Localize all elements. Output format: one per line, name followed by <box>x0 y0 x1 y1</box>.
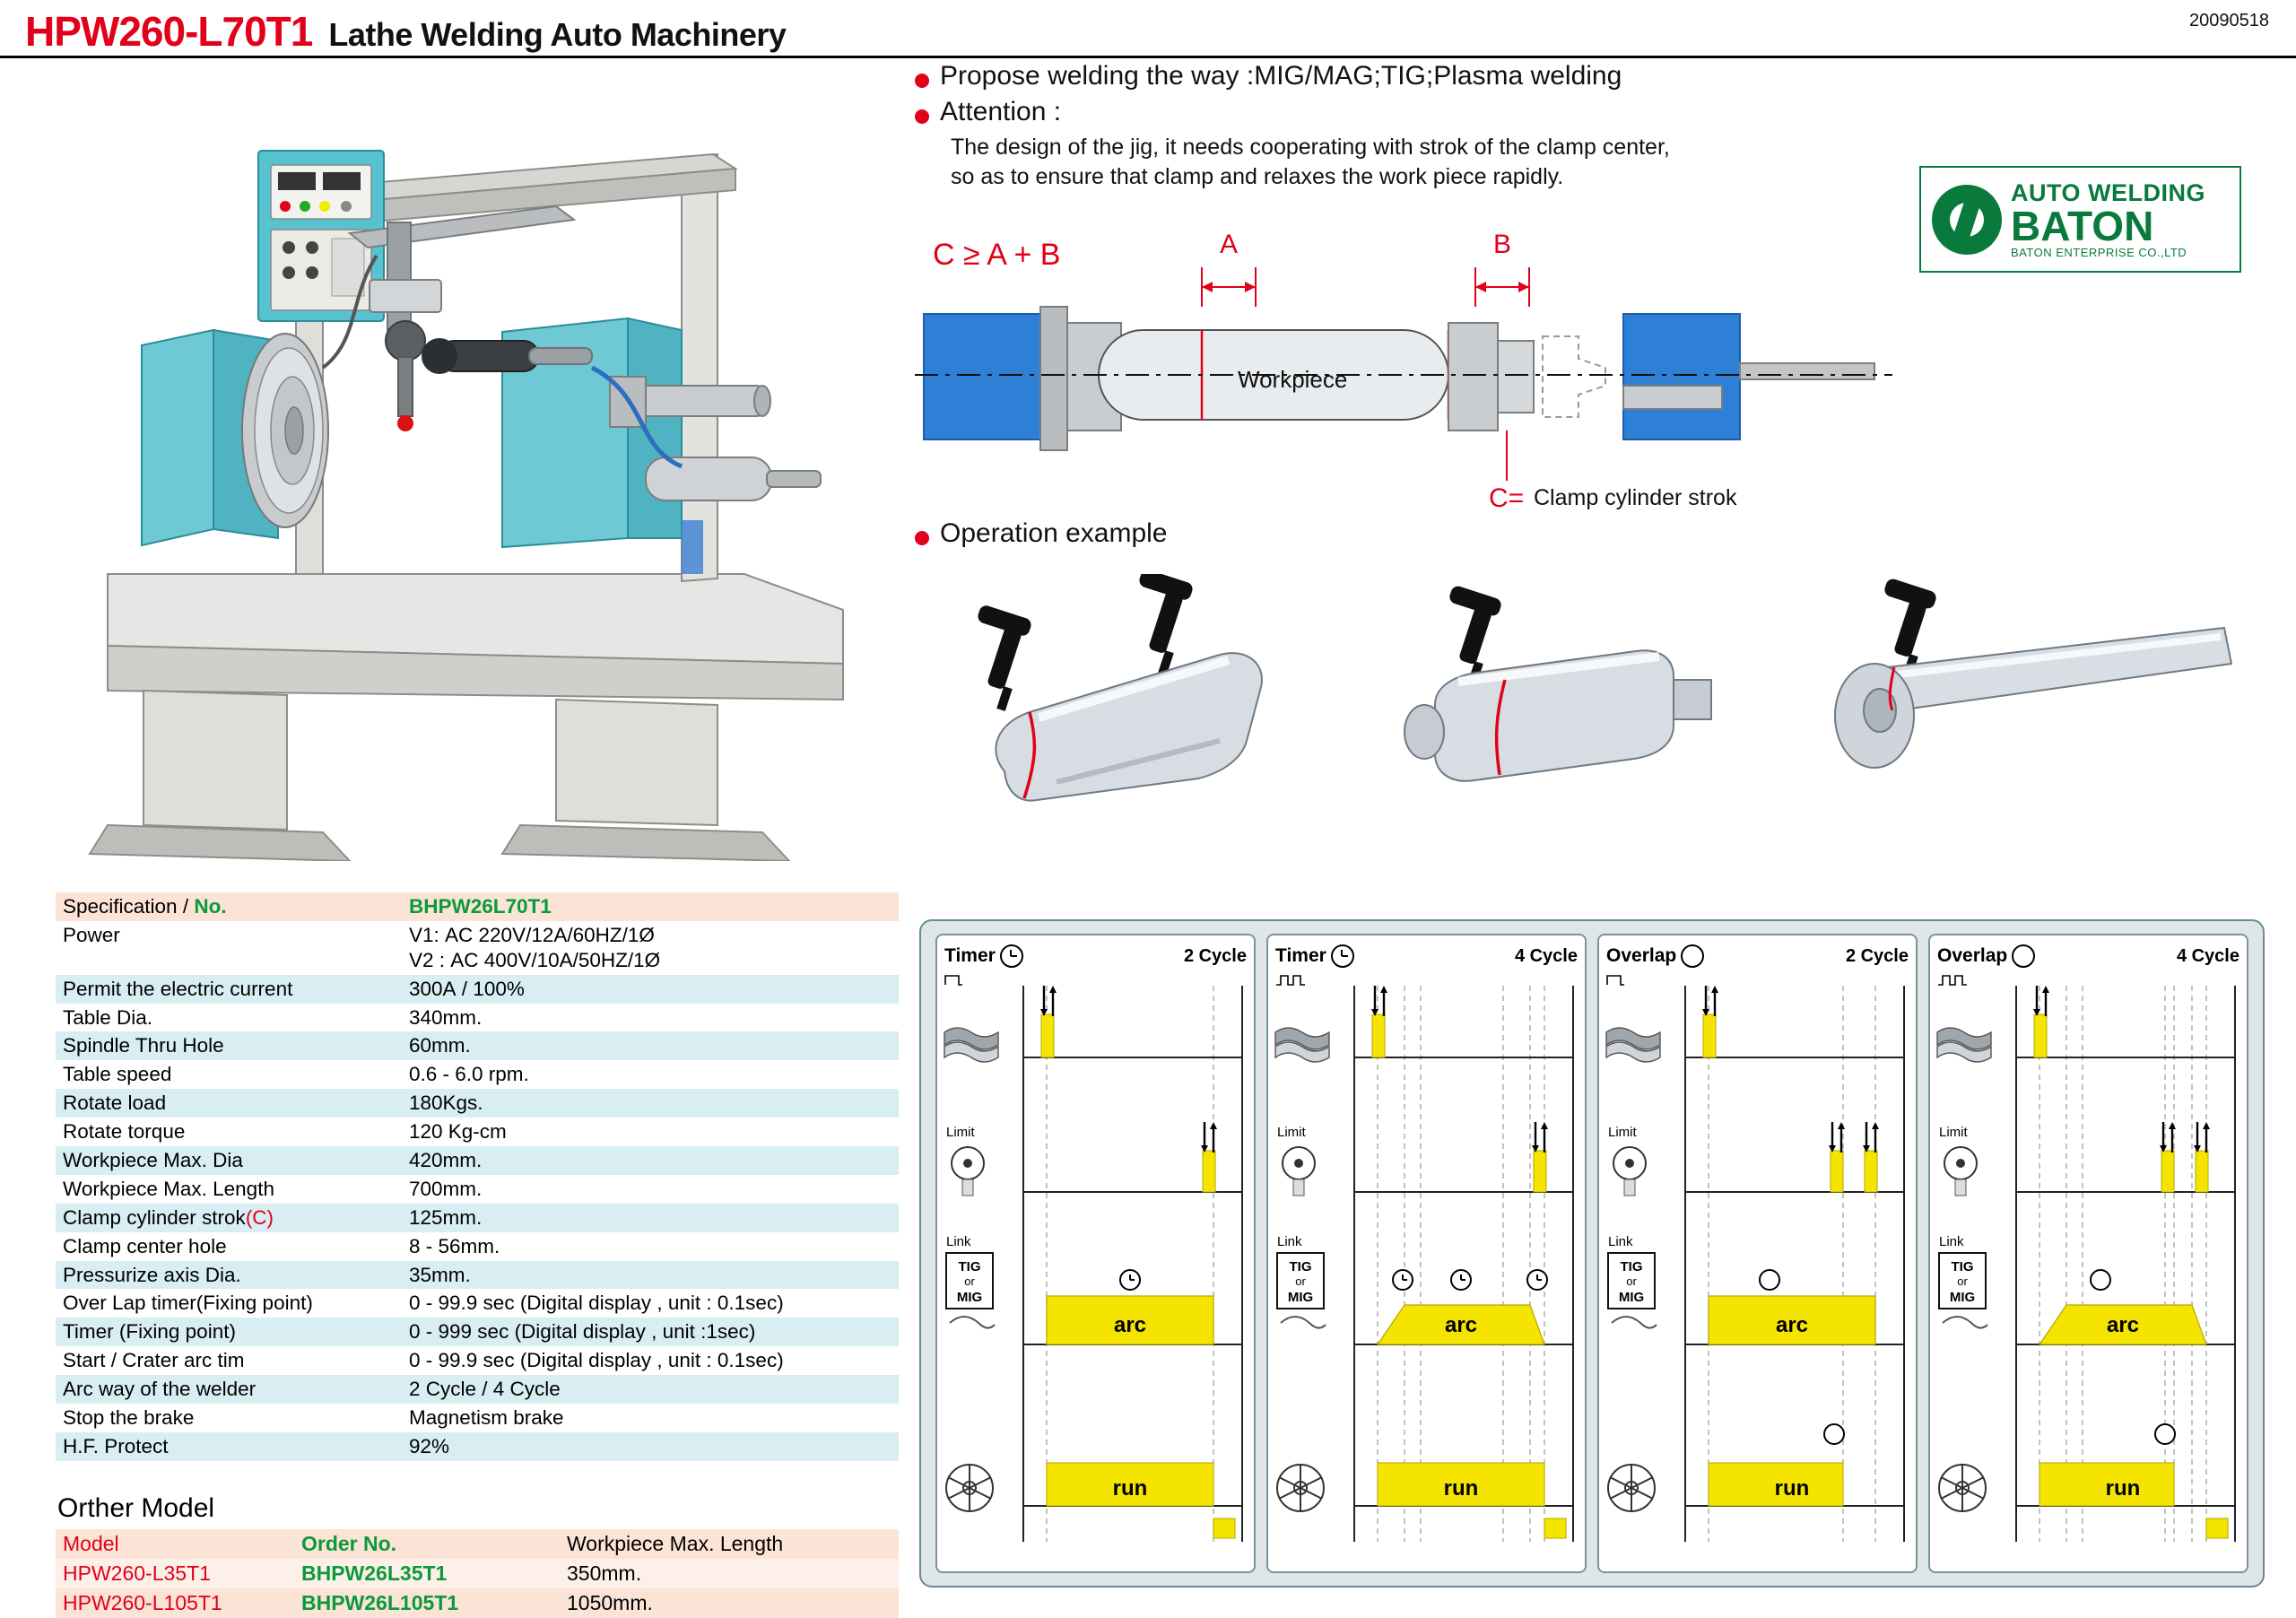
other-model-cell: HPW260-L105T1 <box>56 1588 294 1618</box>
svg-text:MIG: MIG <box>1618 1290 1645 1305</box>
chart-row-arc <box>946 1234 1242 1344</box>
spec-row-value: 60mm. <box>402 1031 899 1060</box>
jig-clamp-note: Clamp cylinder strok <box>1534 485 1737 510</box>
other-model-block <box>56 1493 899 1618</box>
svg-text:run: run <box>2105 1476 2141 1501</box>
spec-row-key: Workpiece Max. Length <box>63 1177 274 1200</box>
timing-charts-panel <box>919 919 2265 1588</box>
spec-row <box>56 1031 899 1060</box>
note-welding-way-text: Propose welding the way :MIG/MAG;TIG;Plasma welding <box>940 61 1622 91</box>
chart-row-gas <box>1275 986 1573 1062</box>
chart-row-run <box>946 1463 1242 1538</box>
jig-label-b: B <box>1493 230 1512 259</box>
timing-chart <box>935 934 1256 1573</box>
spec-header-key <box>56 892 402 921</box>
chart-row-arc <box>1939 1234 2235 1344</box>
spec-row-value: 8 - 56mm. <box>409 1234 500 1257</box>
spec-row-key: Start / Crater arc tim <box>63 1349 245 1372</box>
other-model-header-cell: Model <box>56 1529 294 1559</box>
logo-line-auto-welding: AUTO WELDING <box>2011 178 2205 206</box>
spec-row-key: Table speed <box>63 1063 172 1086</box>
timing-chart <box>1597 934 1918 1573</box>
overlap-icon <box>1681 944 1704 968</box>
chart-row-run <box>1277 1463 1573 1538</box>
spec-row-key: Table Dia. <box>63 1005 153 1029</box>
spec-row-key: Pressurize axis Dia. <box>56 1261 402 1290</box>
svg-text:Limit: Limit <box>1277 1125 1306 1140</box>
svg-text:Link: Link <box>946 1234 971 1249</box>
chart-row-run <box>1608 1424 1904 1511</box>
spec-row-key: Spindle Thru Hole <box>56 1031 402 1060</box>
svg-text:TIG: TIG <box>1620 1259 1643 1274</box>
spec-header-no: No. <box>194 895 227 918</box>
spec-row <box>56 1146 899 1175</box>
other-model-cell: HPW260-L35T1 <box>56 1559 294 1588</box>
svg-text:Link: Link <box>1608 1234 1633 1249</box>
other-model-header-cell: Workpiece Max. Length <box>560 1529 899 1559</box>
svg-text:or: or <box>1957 1274 1968 1288</box>
spec-row-key: Timer (Fixing point) <box>56 1318 402 1346</box>
page-header <box>25 7 786 56</box>
spec-row <box>56 1004 899 1032</box>
svg-text:TIG: TIG <box>1951 1259 1974 1274</box>
svg-text:Link: Link <box>1939 1234 1964 1249</box>
spec-row <box>56 1432 899 1461</box>
spec-row-key: Rotate torque <box>63 1120 186 1144</box>
note-attention <box>915 97 1991 127</box>
spec-row <box>56 921 899 975</box>
chart-mode-label: Timer <box>944 945 996 966</box>
svg-text:Limit: Limit <box>1608 1125 1637 1140</box>
spec-row <box>56 1118 899 1146</box>
chart-row-limit <box>946 1122 1242 1196</box>
chart-cycle-label: 4 Cycle <box>1514 945 1578 966</box>
chart-cycle-label: 2 Cycle <box>1845 945 1909 966</box>
chart-mode-label: Overlap <box>1937 945 2008 966</box>
note-welding-way <box>915 61 1991 91</box>
spec-row-value: 180Kgs. <box>402 1089 899 1118</box>
chart-row-arc <box>1277 1234 1573 1344</box>
other-model-cell: 350mm. <box>560 1559 899 1588</box>
spec-row <box>56 1346 899 1375</box>
other-model-cell: BHPW26L35T1 <box>294 1559 560 1588</box>
other-model-cell: BHPW26L105T1 <box>294 1588 560 1618</box>
chart-row-limit <box>1608 1122 1904 1196</box>
svg-text:run: run <box>1112 1476 1148 1501</box>
jig-diagram <box>915 224 1919 538</box>
bullet-dot-icon <box>915 109 929 124</box>
other-model-header-row <box>56 1529 899 1559</box>
notes-block <box>915 61 1991 192</box>
spec-row <box>56 1289 899 1318</box>
other-model-title: Orther Model <box>57 1493 215 1523</box>
brand-logo <box>1919 166 2241 273</box>
timer-icon <box>1331 944 1354 968</box>
bullet-dot-icon <box>915 74 929 88</box>
overlap-icon <box>2012 944 2035 968</box>
svg-text:run: run <box>1443 1476 1479 1501</box>
spec-row-key: Over Lap timer(Fixing point) <box>63 1292 313 1315</box>
spec-row-value: 120 Kg-cm <box>409 1120 507 1144</box>
spec-header-key-text: Specification / <box>63 895 195 918</box>
chart-row-limit <box>1277 1122 1573 1196</box>
svg-text:MIG: MIG <box>1949 1290 1976 1305</box>
spec-row-value: Magnetism brake <box>409 1406 564 1430</box>
spec-header-value: BHPW26L70T1 <box>402 892 899 921</box>
note-attention-title: Attention : <box>940 97 1062 126</box>
chart-title <box>944 941 1247 971</box>
workpiece-tank <box>996 653 1262 801</box>
note-operation-example <box>915 518 1167 549</box>
spec-row-key: Clamp center hole <box>63 1234 227 1257</box>
note-attention-line1: The design of the jig, it needs cooperating with strok of the clamp center, <box>951 135 1670 160</box>
spec-row <box>56 1232 899 1261</box>
timing-chart <box>1928 934 2248 1573</box>
spec-row-key: Workpiece Max. Dia <box>56 1146 402 1175</box>
svg-text:or: or <box>964 1274 975 1288</box>
spec-row <box>56 975 899 1004</box>
spec-row-value: 0 - 99.9 sec (Digital display , unit : 0.1sec) <box>409 1349 784 1372</box>
logo-line-baton: BATON <box>2011 202 2154 249</box>
chart-row-gas <box>1606 986 1904 1062</box>
jig-label-c: C= <box>1489 483 1525 513</box>
note-operation-example-text: Operation example <box>940 518 1168 548</box>
chart-title <box>1937 941 2239 971</box>
logo-line-company: BATON ENTERPRISE CO.,LTD <box>2011 246 2187 260</box>
svg-text:Limit: Limit <box>1939 1125 1968 1140</box>
svg-text:TIG: TIG <box>958 1259 981 1274</box>
operation-examples <box>951 574 2242 843</box>
header-divider <box>0 56 2296 58</box>
spec-row-value: 420mm. <box>402 1146 899 1175</box>
other-model-row <box>56 1559 899 1588</box>
chart-mode-label: Overlap <box>1606 945 1677 966</box>
other-model-cell: 1050mm. <box>560 1588 899 1618</box>
spec-row-value: 2 Cycle / 4 Cycle <box>402 1375 899 1404</box>
spec-row <box>56 1175 899 1204</box>
workpiece-shaft <box>1835 628 2231 768</box>
specification-table <box>56 892 899 1461</box>
jig-workpiece-label: Workpiece <box>1238 366 1348 393</box>
spec-row <box>56 1375 899 1404</box>
spec-row-value: 0 - 99.9 sec (Digital display , unit : 0.1sec) <box>409 1292 784 1315</box>
chart-title <box>1275 941 1578 971</box>
other-model-row <box>56 1588 899 1618</box>
machine-photo <box>54 72 888 861</box>
jig-label-a: A <box>1220 230 1239 259</box>
chart-title <box>1606 941 1909 971</box>
svg-text:run: run <box>1774 1476 1810 1501</box>
spec-row-value: 125mm. <box>402 1204 899 1232</box>
spec-row-value: 700mm. <box>409 1177 483 1200</box>
spec-row-value: 340mm. <box>409 1005 483 1029</box>
svg-text:Limit: Limit <box>946 1125 975 1140</box>
document-number: 20090518 <box>2189 11 2269 30</box>
page-subtitle: Lathe Welding Auto Machinery <box>328 16 787 53</box>
svg-text:arc: arc <box>1444 1313 1478 1337</box>
torch-icon <box>1137 574 1194 675</box>
model-name: HPW260-L70T1 <box>25 8 313 55</box>
svg-text:MIG: MIG <box>1287 1290 1314 1305</box>
spec-row <box>56 1318 899 1346</box>
bullet-dot-icon <box>915 531 929 545</box>
spec-row-value: 0.6 - 6.0 rpm. <box>409 1063 529 1086</box>
chart-mode-label: Timer <box>1275 945 1326 966</box>
chart-row-run <box>1939 1424 2235 1538</box>
svg-text:or: or <box>1626 1274 1637 1288</box>
spec-row <box>56 1060 899 1089</box>
spec-row-value: 35mm. <box>402 1261 899 1290</box>
spec-row-value: 92% <box>402 1432 899 1461</box>
svg-text:MIG: MIG <box>956 1290 983 1305</box>
spec-row-key: Power <box>63 923 120 946</box>
jig-formula-text: C ≥ A + B <box>933 238 1061 272</box>
note-attention-line2: so as to ensure that clamp and relaxes the work piece rapidly. <box>951 164 1564 189</box>
svg-text:TIG: TIG <box>1289 1259 1312 1274</box>
spec-row <box>56 1404 899 1432</box>
chart-row-gas <box>944 986 1242 1062</box>
chart-cycle-label: 2 Cycle <box>1183 945 1247 966</box>
workpiece-roller <box>1405 650 1711 781</box>
spec-row-value: 300A / 100% <box>402 975 899 1004</box>
spec-row-key: H.F. Protect <box>56 1432 402 1461</box>
spec-row <box>56 1204 899 1232</box>
spec-row-key: Stop the brake <box>63 1406 195 1430</box>
chart-row-gas <box>1937 986 2235 1062</box>
chart-row-arc <box>1608 1234 1904 1344</box>
chart-row-limit <box>1939 1122 2235 1196</box>
chart-cycle-label: 4 Cycle <box>2176 945 2239 966</box>
other-model-header-cell: Order No. <box>294 1529 560 1559</box>
spec-row-value: V1: AC 220V/12A/60HZ/1Ø V2 : AC 400V/10A/50HZ/1Ø <box>409 923 661 971</box>
svg-text:Link: Link <box>1277 1234 1302 1249</box>
spec-row-key: Arc way of the welder <box>56 1375 402 1404</box>
svg-text:arc: arc <box>1113 1313 1147 1337</box>
timer-icon <box>1000 944 1023 968</box>
svg-text:arc: arc <box>1775 1313 1809 1337</box>
torch-icon <box>976 604 1032 711</box>
spec-row <box>56 1261 899 1290</box>
timing-chart <box>1266 934 1587 1573</box>
baton-logo-icon <box>1932 185 2002 255</box>
spec-header-row <box>56 892 899 921</box>
svg-text:or: or <box>1295 1274 1306 1288</box>
spec-row-key: Permit the electric current <box>56 975 402 1004</box>
spec-row-key: Rotate load <box>56 1089 402 1118</box>
svg-text:arc: arc <box>2106 1313 2140 1337</box>
spec-row-key: Clamp cylinder strok(C) <box>56 1204 402 1232</box>
spec-row-value: 0 - 999 sec (Digital display , unit :1sec) <box>402 1318 899 1346</box>
spec-row <box>56 1089 899 1118</box>
